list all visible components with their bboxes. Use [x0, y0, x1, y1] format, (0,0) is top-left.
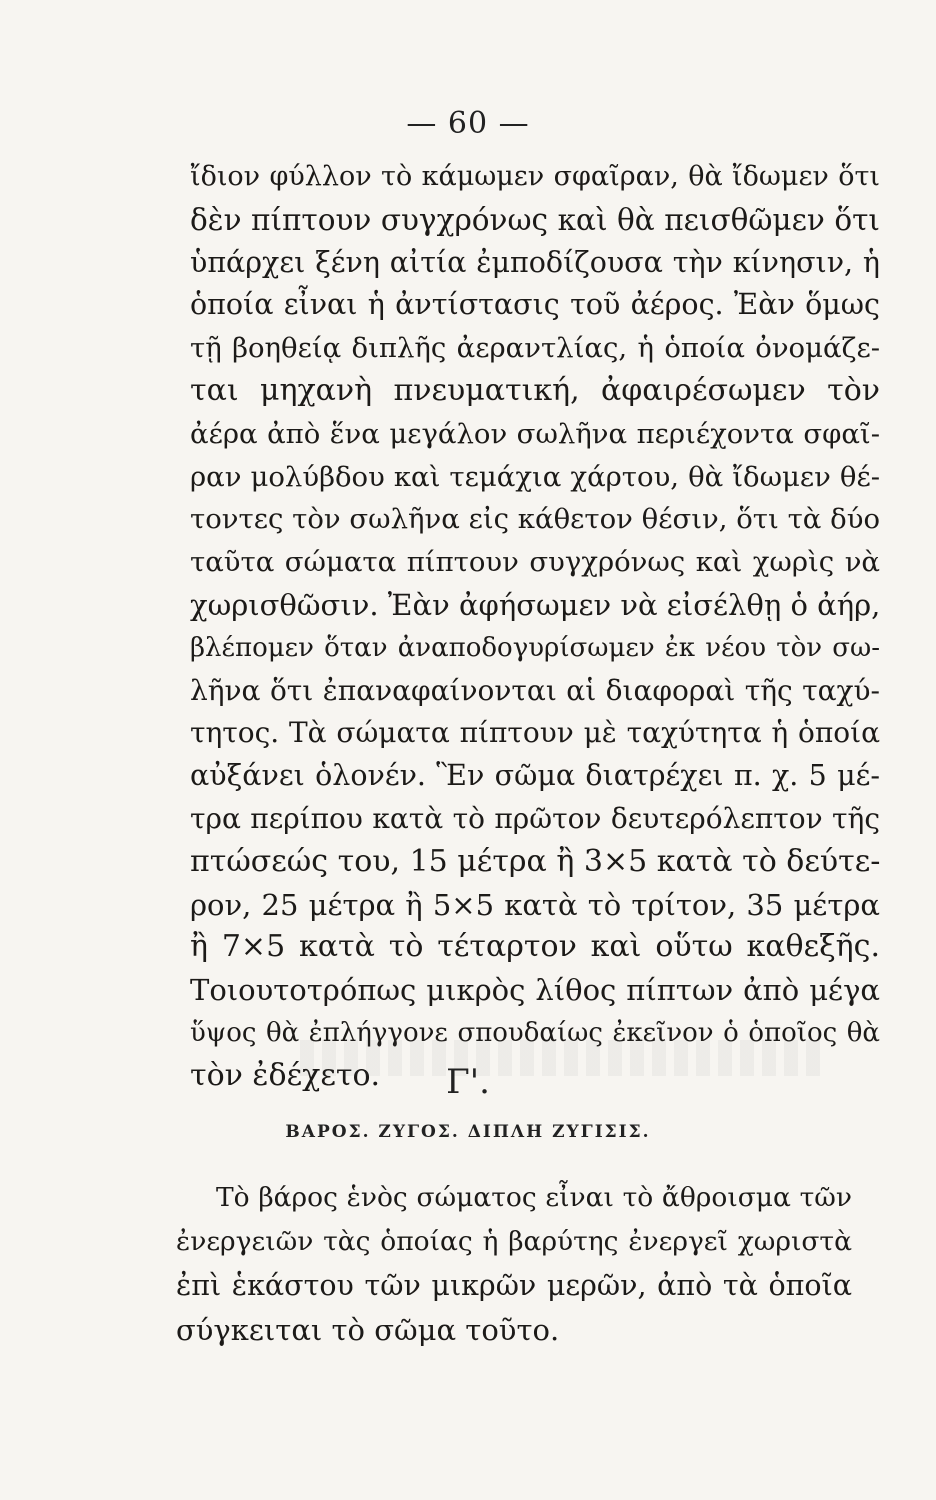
section-heading: ΒΑΡΟΣ. ΖΥΓΟΣ. ΔΙΠΛΗ ΖΥΓΙΣΙΣ.	[285, 1122, 651, 1142]
text-line: ἀέρα ἀπὸ ἕνα μεγάλον σωλῆνα περιέχοντα σφαῖ-	[190, 417, 880, 450]
text-line: ραν μολύβδου καὶ τεμάχια χάρτου, θὰ ἴδωμεν θέ-	[190, 460, 880, 493]
section-letter: Γ'.	[446, 1062, 490, 1102]
text-line: λῆνα ὅτι ἐπαναφαίνονται αἱ διαφοραὶ τῆς ταχύ-	[190, 673, 880, 707]
text-line: ταῦτα σώματα πίπτουν συγχρόνως καὶ χωρὶς νὰ	[190, 546, 880, 579]
text-line: αὐξάνει ὁλονέν. Ἓν σῶμα διατρέχει π. χ. 5 μέ-	[190, 759, 880, 793]
text-line: τοντες τὸν σωλῆνα εἰς κάθετον θέσιν, ὅτι τὰ δύο	[190, 503, 880, 536]
text-line: ὑπάρχει ξένη αἰτία ἐμποδίζουσα τὴν κίνησιν, ἡ	[190, 245, 880, 279]
text-line: ὕψος θὰ ἐπλήγγονε σπουδαίως ἐκεῖνον ὁ ὁποῖος θὰ	[190, 1017, 880, 1048]
text-line: Τοιουτοτρόπως μικρὸς λίθος πίπτων ἀπὸ μέγα	[190, 973, 880, 1008]
page-number: — 60 —	[406, 106, 530, 141]
text-line: βλέπομεν ὅταν ἀναποδογυρίσωμεν ἐκ νέου τὸν σω-	[190, 632, 880, 663]
text-line: ρον, 25 μέτρα ἢ 5×5 κατὰ τὸ τρίτον, 35 μέτρα	[190, 887, 880, 922]
body-paragraph	[190, 156, 880, 1098]
text-line: σύγκειται τὸ σῶμα τοῦτο.	[176, 1313, 560, 1347]
text-line: τῇ βοηθείᾳ διπλῆς ἀεραντλίας, ἡ ὁποία ὀνομάζε-	[190, 332, 880, 365]
text-line: πτώσεώς του, 15 μέτρα ἢ 3×5 κατὰ τὸ δεύτε-	[190, 843, 881, 879]
text-line: ἴδιον φύλλον τὸ κάμωμεν σφαῖραν, θὰ ἴδωμεν ὅτι	[190, 161, 880, 192]
text-line: τητος. Τὰ σώματα πίπτουν μὲ ταχύτητα ἡ ὁποία	[190, 716, 880, 750]
text-line: ται μηχανὴ πνευματική, ἀφαιρέσωμεν τὸν	[190, 372, 880, 408]
section-paragraph	[176, 1176, 852, 1352]
text-line: τρα περίπου κατὰ τὸ πρῶτον δευτερόλεπτον τῆς	[190, 801, 880, 835]
text-line: Τὸ βάρος ἑνὸς σώματος εἶναι τὸ ἄθροισμα τῶν	[216, 1182, 852, 1213]
text-line: ἢ 7×5 κατὰ τὸ τέταρτον καὶ οὕτω καθεξῆς.	[190, 929, 880, 965]
text-line: δὲν πίπτουν συγχρόνως καὶ θὰ πεισθῶμεν ὅτι	[190, 202, 880, 237]
text-line: ἐπὶ ἑκάστου τῶν μικρῶν μερῶν, ἀπὸ τὰ ὁποῖα	[176, 1269, 852, 1302]
text-line: χωρισθῶσιν. Ἐὰν ἀφήσωμεν νὰ εἰσέλθῃ ὁ ἀήρ,	[190, 587, 881, 622]
text-line: ὁποία εἶναι ἡ ἀντίστασις τοῦ ἀέρος. Ἐὰν ὅμως	[190, 288, 880, 322]
text-line: ἐνεργειῶν τὰς ὁποίας ἡ βαρύτης ἐνεργεῖ χωριστὰ	[176, 1226, 852, 1257]
text-line: τὸν ἐδέχετο.	[190, 1057, 381, 1093]
